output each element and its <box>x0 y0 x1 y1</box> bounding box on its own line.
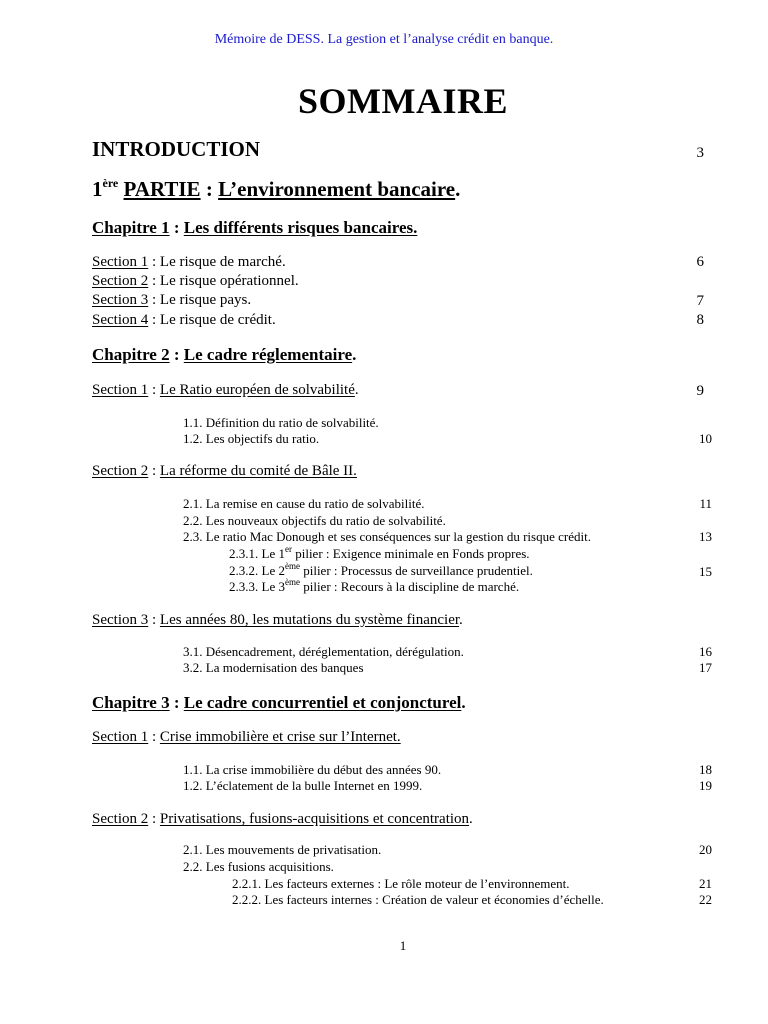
toc-chapter-2 <box>92 345 356 365</box>
toc-page-number: 22 <box>699 892 712 907</box>
toc-page-number: 13 <box>699 529 712 544</box>
toc-subsection: 1.1. La crise immobilière du début des années 90. <box>183 762 442 777</box>
toc-page-number: 9 <box>696 383 704 399</box>
page-title: SOMMAIRE <box>298 81 508 121</box>
partie-word: PARTIE <box>123 177 201 201</box>
toc-page-number: 10 <box>699 431 712 446</box>
toc-subsubsection: 2.3.1. Le 1er pilier : Exigence minimale en Fonds propres. <box>229 543 530 561</box>
toc-section: Section 2 : Le risque opérationnel. <box>92 273 299 289</box>
toc-page-number: 3 <box>696 145 704 161</box>
page-number-footer: 1 <box>399 938 407 953</box>
toc-section: Section 2 : Privatisations, fusions-acquisitions et concentration. <box>92 811 473 827</box>
chapter-title: Les différents risques bancaires. <box>183 218 418 237</box>
chapter-title: Le cadre concurrentiel et conjoncturel <box>183 693 462 712</box>
chapter-sep: : <box>169 218 184 237</box>
toc-chapter-1 <box>92 218 417 238</box>
toc-subsection: 2.1. Les mouvements de privatisation. <box>183 842 382 857</box>
toc-section: Section 3 : Le risque pays. <box>92 292 252 308</box>
partie-number: 1 <box>92 177 103 201</box>
chapter-end: . <box>461 693 466 712</box>
toc-subsection: 2.1. La remise en cause du ratio de solvabilité. <box>183 496 425 511</box>
toc-section: Section 1 : Le Ratio européen de solvabilité. <box>92 382 359 398</box>
toc-page-number: 7 <box>696 293 704 309</box>
partie-sup: ère <box>102 176 119 190</box>
toc-subsection: 1.1. Définition du ratio de solvabilité. <box>183 415 379 430</box>
toc-subsection: 3.1. Désencadrement, déréglementation, dérégulation. <box>183 644 464 659</box>
toc-chapter-3 <box>92 693 466 713</box>
toc-page-number: 16 <box>699 644 712 659</box>
toc-section: Section 4 : Le risque de crédit. <box>92 312 276 328</box>
chapter-label: Chapitre 3 <box>92 693 170 712</box>
toc-section: Section 3 : Les années 80, les mutations du système financier. <box>92 612 463 628</box>
toc-page-number: 17 <box>699 660 712 675</box>
partie-end: . <box>455 177 461 201</box>
toc-page-number: 21 <box>699 876 712 891</box>
chapter-sep: : <box>169 693 184 712</box>
toc-page-number: 18 <box>699 762 712 777</box>
toc-subsection: 2.3. Le ratio Mac Donough et ses conséquences sur la gestion du risque crédit. <box>183 529 591 544</box>
running-header: Mémoire de DESS. La gestion et l’analyse crédit en banque. <box>214 32 554 47</box>
toc-subsection: 2.2. Les fusions acquisitions. <box>183 859 334 874</box>
partie-sep: : <box>200 177 219 201</box>
toc-subsubsection: 2.3.2. Le 2ème pilier : Processus de surveillance prudentiel. <box>229 560 533 578</box>
chapter-label: Chapitre 2 <box>92 345 170 364</box>
toc-page-number: 6 <box>696 254 704 270</box>
toc-subsection: 1.2. Les objectifs du ratio. <box>183 431 320 446</box>
chapter-title: Le cadre réglementaire <box>183 345 353 364</box>
toc-page-number: 8 <box>696 312 704 328</box>
toc-section: Section 2 : La réforme du comité de Bâle II. <box>92 463 357 479</box>
partie-title: L’environnement bancaire <box>218 177 456 201</box>
toc-subsection: 3.2. La modernisation des banques <box>183 660 364 675</box>
toc-page-number: 19 <box>699 778 712 793</box>
toc-page-number: 20 <box>699 842 712 857</box>
toc-subsubsection: 2.2.1. Les facteurs externes : Le rôle moteur de l’environnement. <box>232 876 570 891</box>
toc-introduction: INTRODUCTION <box>92 137 261 161</box>
chapter-label: Chapitre 1 <box>92 218 170 237</box>
toc-page-number: 15 <box>699 564 712 579</box>
toc-partie <box>92 177 460 202</box>
toc-subsubsection: 2.3.3. Le 3ème pilier : Recours à la discipline de marché. <box>229 576 520 594</box>
toc-subsection: 2.2. Les nouveaux objectifs du ratio de solvabilité. <box>183 513 446 528</box>
toc-section: Section 1 : Le risque de marché. <box>92 254 286 270</box>
chapter-end: . <box>352 345 357 364</box>
toc-section: Section 1 : Crise immobilière et crise sur l’Internet. <box>92 729 401 745</box>
toc-page-number: 11 <box>699 496 712 511</box>
toc-subsection: 1.2. L’éclatement de la bulle Internet en 1999. <box>183 778 423 793</box>
chapter-sep: : <box>169 345 184 364</box>
toc-subsubsection: 2.2.2. Les facteurs internes : Création de valeur et économies d’échelle. <box>232 892 604 907</box>
